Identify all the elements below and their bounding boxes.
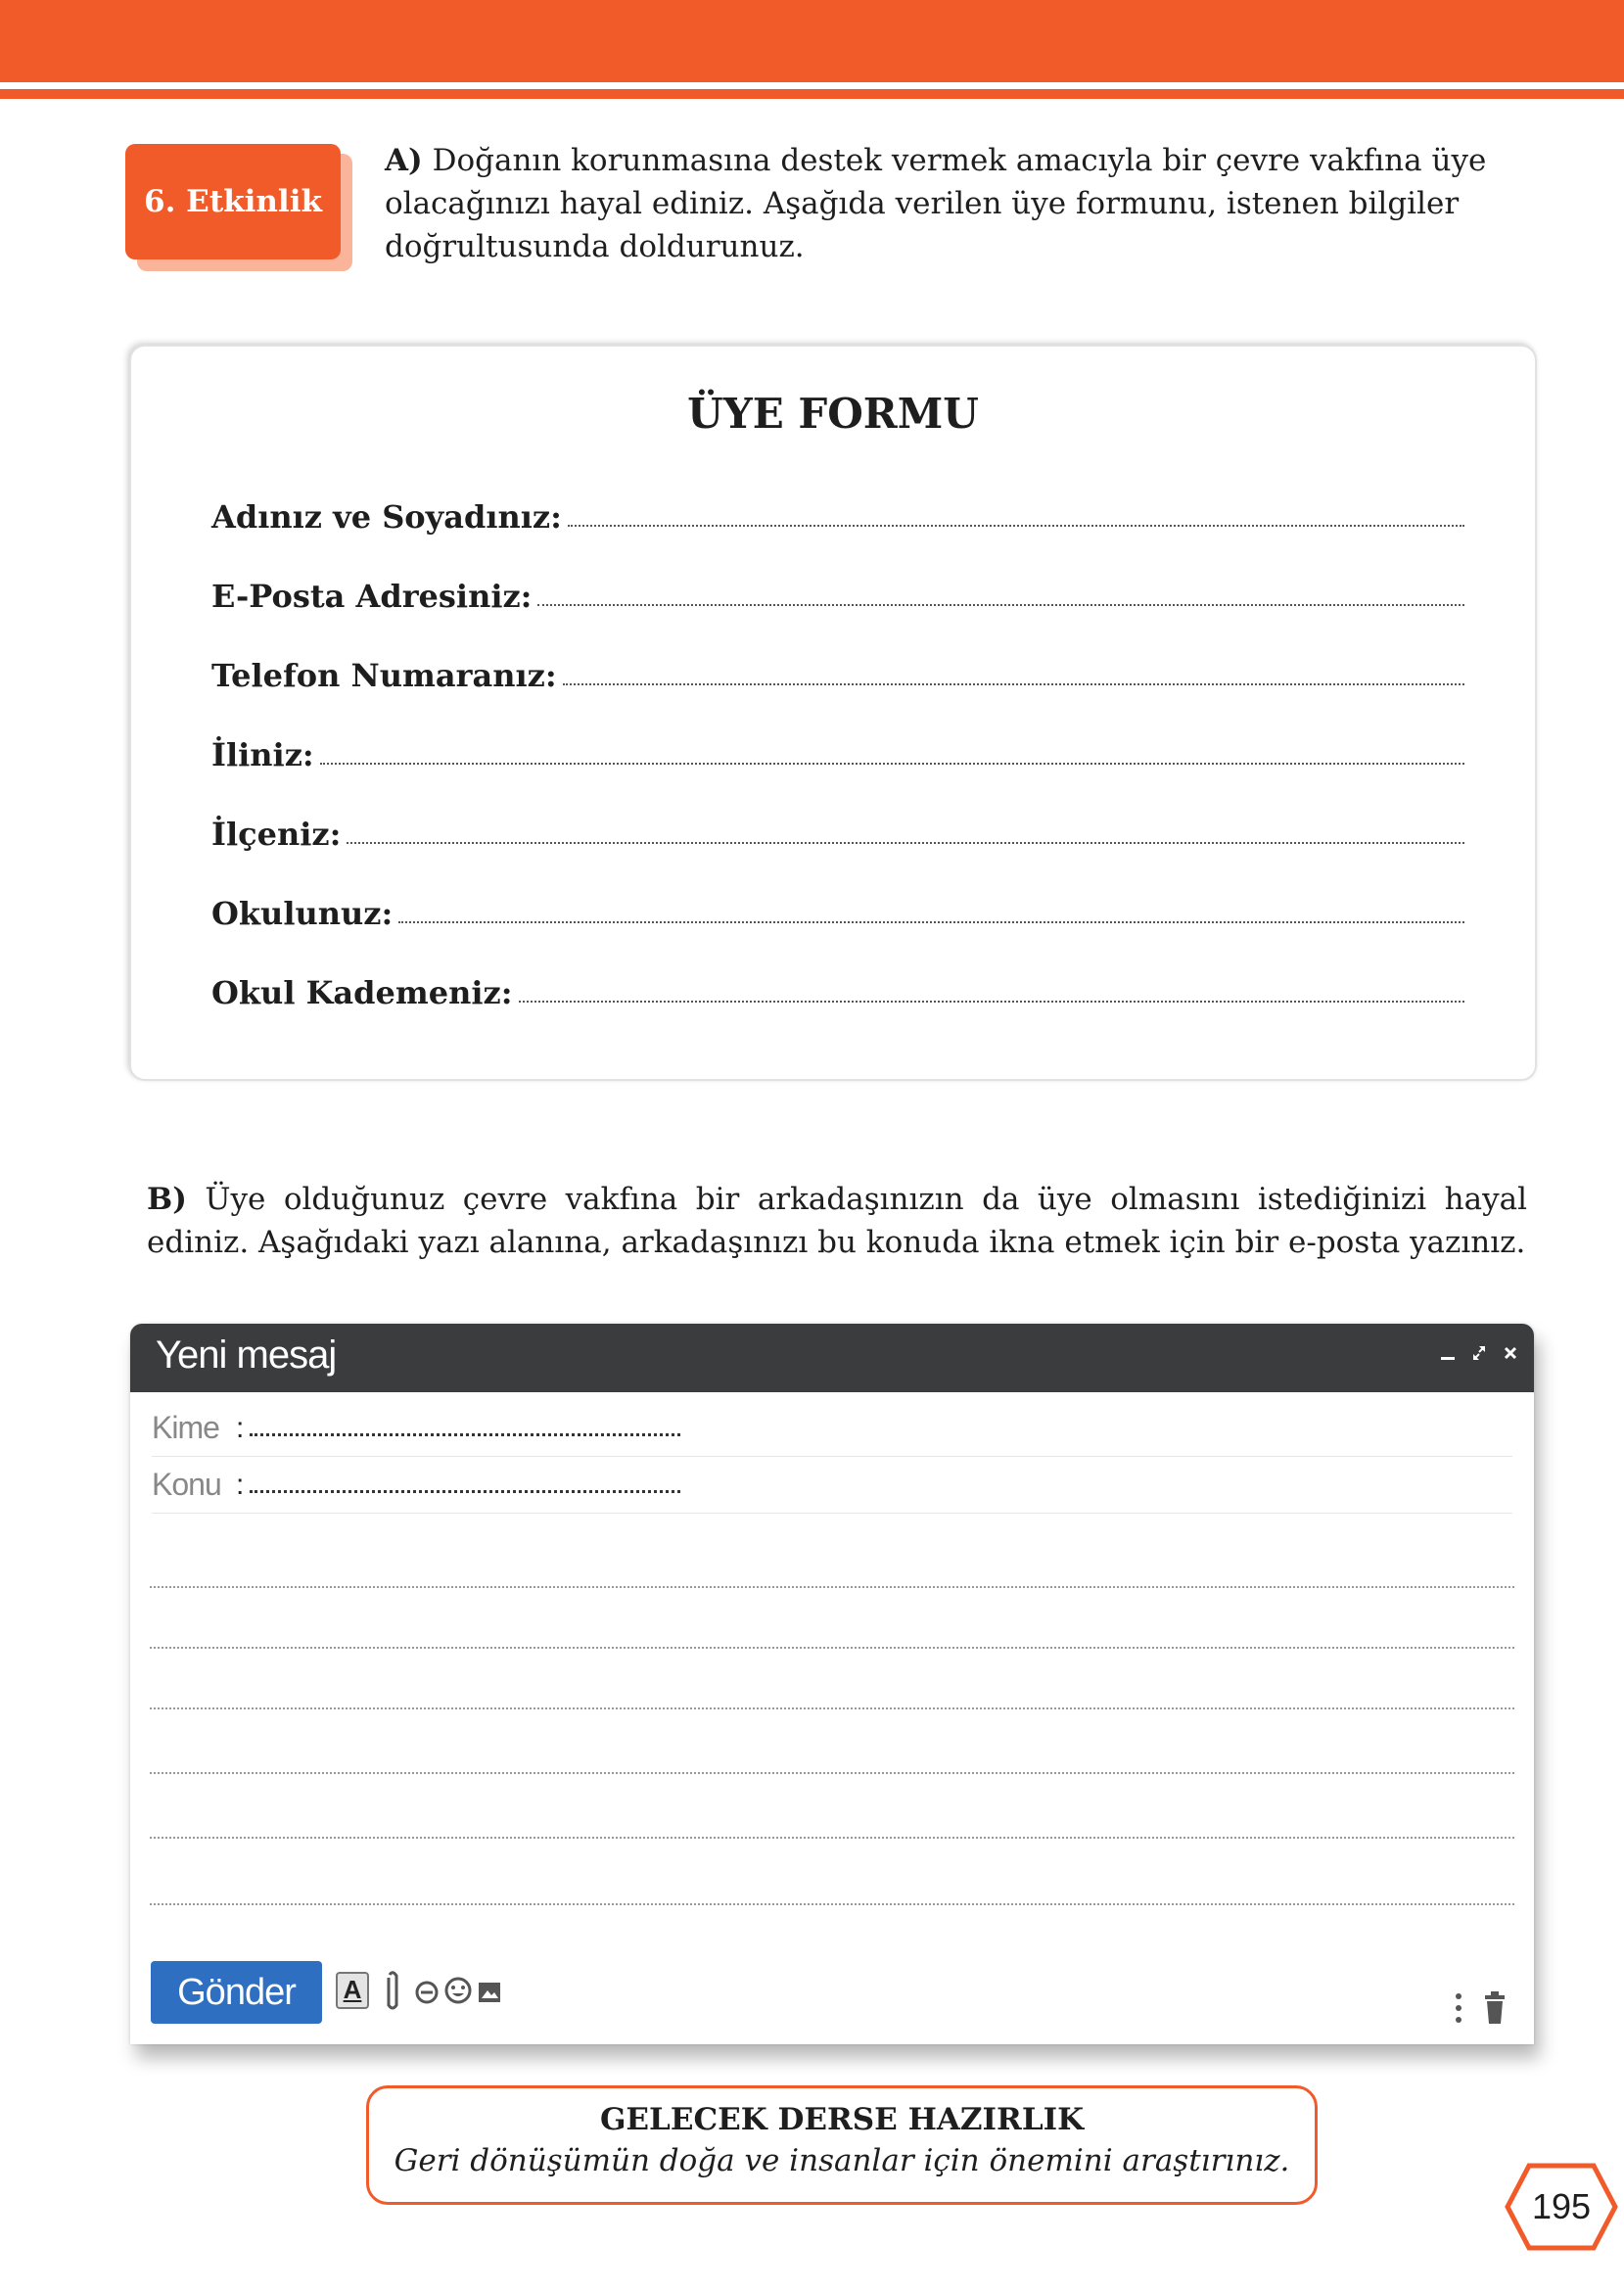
more-options-icon[interactable]	[1454, 1991, 1463, 2033]
email-title-bar	[130, 1324, 1534, 1392]
email-window-title: Yeni mesaj	[156, 1333, 337, 1377]
message-line[interactable]	[150, 1772, 1514, 1774]
fill-line[interactable]	[568, 525, 1464, 527]
form-field-label: Adınız ve Soyadınız:	[211, 498, 562, 536]
message-line[interactable]	[150, 1707, 1514, 1709]
fill-line[interactable]	[320, 763, 1464, 765]
form-field-label: E-Posta Adresiniz:	[211, 578, 533, 615]
part-a-instructions	[385, 139, 1526, 268]
next-lesson-box	[366, 2085, 1318, 2205]
page-number-badge	[1498, 2162, 1624, 2252]
part-b-instructions	[147, 1178, 1527, 1264]
page-number: 195	[1531, 2186, 1592, 2226]
message-line[interactable]	[150, 1837, 1514, 1839]
text-format-icon[interactable]: A	[336, 1972, 369, 2009]
form-field-phone[interactable]	[211, 652, 1464, 695]
form-field-name[interactable]	[211, 493, 1464, 537]
message-line[interactable]	[150, 1647, 1514, 1649]
header-stripe	[0, 89, 1624, 99]
part-b-label: B)	[147, 1182, 187, 1217]
message-line[interactable]	[150, 1586, 1514, 1588]
trash-icon[interactable]	[1483, 1991, 1507, 2033]
header-band	[0, 0, 1624, 82]
recipient-input[interactable]	[250, 1433, 680, 1436]
window-controls	[1438, 1343, 1520, 1369]
activity-badge: 6. Etkinlik	[125, 144, 341, 259]
colon: :	[236, 1411, 245, 1444]
emoji-icon[interactable]	[443, 1976, 473, 2012]
fill-line[interactable]	[563, 683, 1464, 685]
form-field-label: Okul Kademeniz:	[211, 974, 513, 1011]
part-a-label: A)	[385, 143, 423, 178]
form-field-school[interactable]	[211, 890, 1464, 933]
fill-line[interactable]	[347, 842, 1464, 844]
fill-line[interactable]	[519, 1001, 1464, 1003]
fill-line[interactable]	[537, 604, 1464, 606]
next-lesson-text: Geri dönüşümün doğa ve insanlar için önemini araştırınız.	[394, 2143, 1290, 2178]
next-lesson-title: GELECEK DERSE HAZIRLIK	[599, 2102, 1085, 2137]
send-button[interactable]: Gönder	[151, 1961, 322, 2024]
email-compose-window	[130, 1324, 1534, 2044]
part-b-text: Üye olduğunuz çevre vakfına bir arkadaşınızın da üye olmasını istediğinizi hayal ediniz. Aşağıdaki yazı alanına, arkadaşınızı bu konuda ikna etmek için bir e-posta yazınız.	[147, 1182, 1528, 1260]
form-field-label: İliniz:	[211, 736, 314, 773]
form-field-label: İlçeniz:	[211, 816, 342, 853]
form-field-label: Telefon Numaranız:	[211, 657, 557, 694]
form-field-school-level[interactable]	[211, 969, 1464, 1012]
fill-line[interactable]	[398, 921, 1464, 923]
form-field-province[interactable]	[211, 731, 1464, 774]
membership-form	[129, 345, 1537, 1081]
close-icon[interactable]	[1501, 1343, 1520, 1369]
part-a-text: Doğanın korunmasına destek vermek amacıyla bir çevre vakfına üye olacağınızı hayal ediniz. Aşağıda verilen üye formunu, istenen bilgiler doğrultusunda doldurunuz.	[385, 143, 1487, 264]
subject-input[interactable]	[250, 1490, 680, 1493]
recipient-field[interactable]	[152, 1400, 1512, 1457]
link-icon[interactable]	[412, 1980, 441, 2011]
minimize-icon[interactable]	[1438, 1343, 1458, 1369]
image-icon[interactable]	[477, 1980, 502, 2011]
colon: :	[236, 1468, 245, 1501]
form-field-district[interactable]	[211, 811, 1464, 854]
recipient-label: Kime	[152, 1410, 219, 1445]
expand-icon[interactable]	[1469, 1343, 1489, 1369]
subject-field[interactable]	[152, 1457, 1512, 1514]
form-title: ÜYE FORMU	[687, 390, 979, 438]
attach-icon[interactable]	[383, 1970, 402, 2020]
message-line[interactable]	[150, 1903, 1514, 1905]
form-field-email[interactable]	[211, 573, 1464, 616]
subject-label: Konu	[152, 1467, 221, 1502]
form-field-label: Okulunuz:	[211, 895, 394, 932]
